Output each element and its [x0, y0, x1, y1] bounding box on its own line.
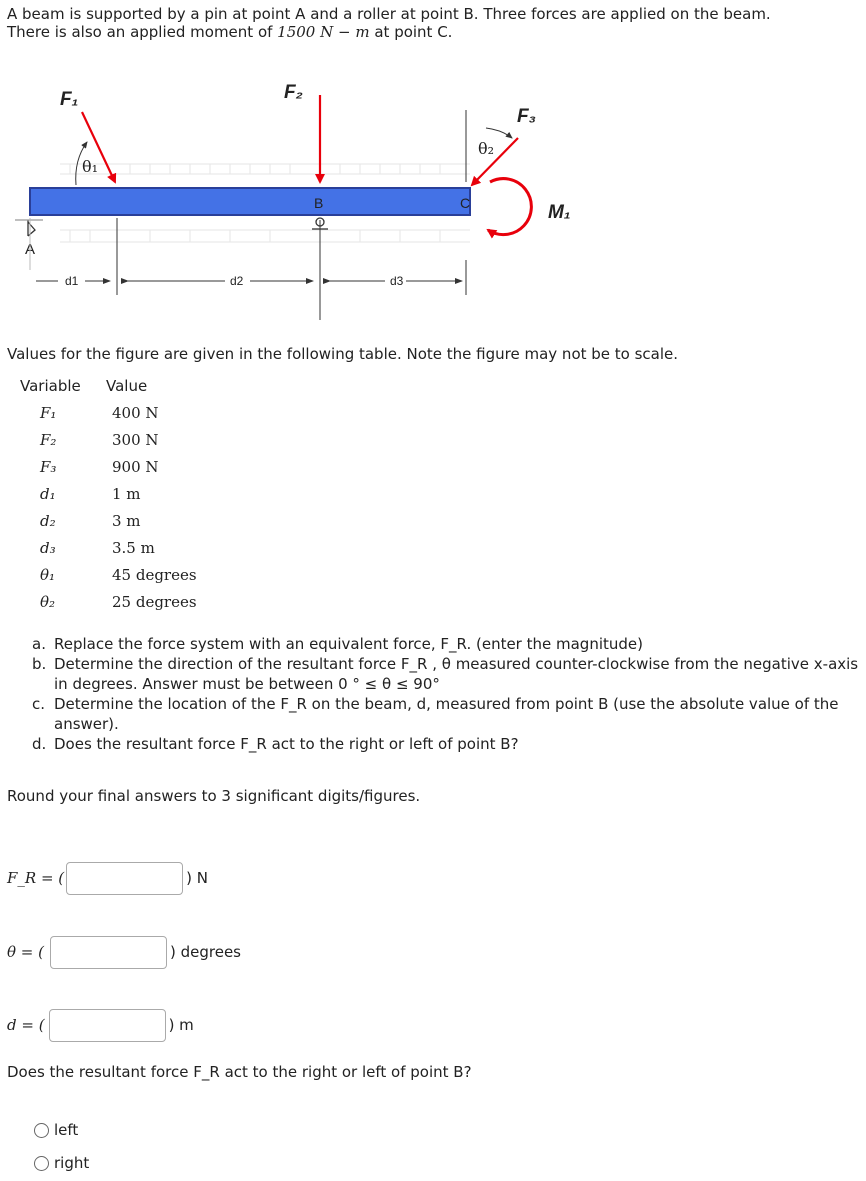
question-b: [32, 654, 862, 694]
header-variable: Variable: [20, 377, 81, 395]
label-d3: d3: [390, 274, 404, 288]
fr-label: F_R = (: [7, 869, 65, 887]
option-left[interactable]: [34, 1121, 78, 1139]
theta-unit: ) degrees: [170, 943, 242, 961]
table-row: [20, 539, 320, 566]
table-note: Values for the figure are given in the following table. Note the figure may not be to scale.: [7, 345, 679, 363]
variable-name: θ₁: [40, 566, 56, 584]
moment-m1-arc: [488, 179, 531, 235]
question-a-text: Replace the force system with an equivalent force, F_R. (enter the magnitude): [54, 635, 643, 653]
theta-answer-row: [7, 935, 241, 969]
table-row: [20, 458, 320, 485]
variable-name: d₃: [40, 539, 56, 557]
question-a: [32, 634, 862, 654]
beam: [30, 188, 470, 215]
question-c: [32, 694, 862, 734]
variable-name: d₁: [40, 485, 56, 503]
label-a: A: [25, 241, 36, 258]
d-label: d = (: [7, 1016, 45, 1034]
moment-value: 1500 N − m: [277, 23, 370, 41]
d-unit: ) m: [168, 1016, 194, 1034]
question-c-text: Determine the location of the F_R on the beam, d, measured from point B (use the absolute value of the answer).: [54, 695, 839, 733]
label-f2: F₂: [284, 82, 303, 103]
variable-value: 400 N: [112, 404, 159, 422]
variable-name: F₃: [40, 458, 57, 476]
variable-value: 1 m: [112, 485, 141, 503]
table-row: [20, 593, 320, 620]
label-c: C: [460, 195, 471, 211]
variable-name: θ₂: [40, 593, 56, 611]
question-d-label: d.: [32, 735, 47, 753]
radio-left[interactable]: [34, 1123, 49, 1138]
intro-line-2-pre: There is also an applied moment of: [7, 23, 278, 41]
question-c-label: c.: [32, 695, 46, 713]
round-note: Round your final answers to 3 significant digits/figures.: [7, 787, 421, 805]
theta-label: θ = (: [7, 943, 44, 961]
label-theta1: θ₁: [82, 157, 99, 176]
question-b-label: b.: [32, 655, 47, 673]
d-answer-row: [7, 1008, 194, 1042]
variable-value: 45 degrees: [112, 566, 197, 584]
label-d1: d1: [65, 274, 79, 288]
intro-line-1: A beam is supported by a pin at point A and a roller at point B. Three forces are applied on the beam.: [7, 5, 771, 23]
option-right[interactable]: [34, 1154, 89, 1172]
radio-right[interactable]: [34, 1156, 49, 1171]
question-a-label: a.: [32, 635, 46, 653]
label-theta2: θ₂: [478, 139, 495, 158]
table-row: [20, 566, 320, 593]
variable-value: 900 N: [112, 458, 159, 476]
option-right-label: right: [54, 1154, 90, 1172]
pin-support-a: [15, 220, 43, 236]
variable-name: F₂: [40, 431, 57, 449]
question-d: [32, 734, 862, 754]
label-m1: M₁: [548, 202, 571, 223]
table-row: [20, 431, 320, 458]
variable-name: d₂: [40, 512, 56, 530]
variable-value: 3.5 m: [112, 539, 155, 557]
theta2-arc: [486, 128, 512, 138]
fr-input[interactable]: [66, 862, 183, 895]
label-b: B: [314, 195, 324, 211]
header-value: Value: [106, 377, 148, 395]
table-row: [20, 404, 320, 431]
problem-intro: [7, 5, 857, 41]
question-d-text: Does the resultant force F_R act to the right or left of point B?: [54, 735, 519, 753]
theta-input[interactable]: [50, 936, 167, 969]
label-d2: d2: [230, 274, 244, 288]
question-b-text: Determine the direction of the resultant force F_R , θ measured counter-clockwise from the negative x-axis in degrees. Answer must be between 0 ° ≤ θ ≤ 90°: [54, 655, 859, 693]
label-f3: F₃: [517, 106, 536, 127]
intro-line-2-post: at point C.: [369, 23, 453, 41]
table-row: [20, 512, 320, 539]
variable-name: F₁: [40, 404, 57, 422]
fr-answer-row: [7, 861, 208, 895]
question-list: [32, 634, 862, 754]
fr-unit: ) N: [186, 869, 209, 887]
intro-line-2: [7, 23, 857, 41]
option-left-label: left: [54, 1121, 79, 1139]
beam-diagram: [0, 70, 700, 330]
label-f1: F₁: [60, 89, 79, 110]
variable-value: 300 N: [112, 431, 159, 449]
variable-value: 25 degrees: [112, 593, 197, 611]
dimension-lines: [30, 218, 466, 320]
d-input[interactable]: [49, 1009, 166, 1042]
variable-value: 3 m: [112, 512, 141, 530]
direction-question: Does the resultant force F_R act to the right or left of point B?: [7, 1063, 472, 1081]
table-row: [20, 485, 320, 512]
